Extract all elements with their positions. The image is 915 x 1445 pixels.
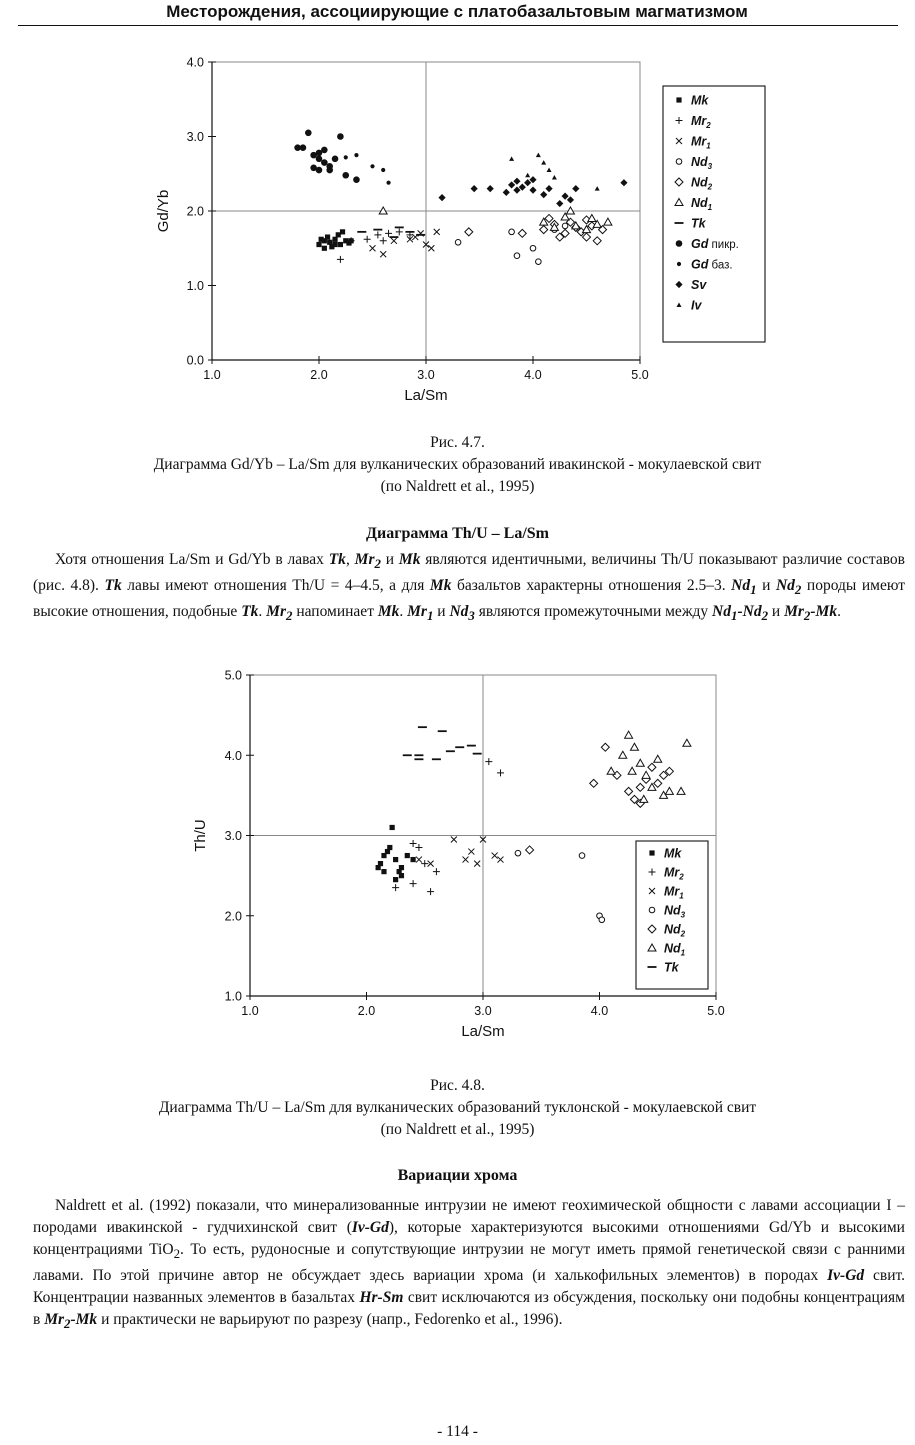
data-point <box>536 153 541 158</box>
x-tick-label: 4.0 <box>590 1004 609 1018</box>
data-point <box>325 234 330 239</box>
series-mk <box>316 229 353 251</box>
data-point <box>455 239 461 245</box>
legend-label: Sv <box>691 278 707 292</box>
y-tick-label: 1.0 <box>224 989 242 1004</box>
data-point <box>525 173 530 178</box>
header-rule <box>18 25 898 26</box>
data-point <box>625 731 633 738</box>
data-point <box>410 840 417 847</box>
data-point <box>434 229 440 235</box>
data-point <box>342 172 349 179</box>
legend-marker <box>676 240 683 247</box>
data-point <box>380 237 387 244</box>
data-point <box>540 191 547 198</box>
data-point <box>654 755 662 762</box>
x-tick-label: 5.0 <box>707 1004 725 1018</box>
data-point <box>370 245 376 251</box>
data-point <box>381 869 386 874</box>
paragraph-th-u: Хотя отношения La/Sm и Gd/Yb в лавах Tk, $Mr_2$ и Mk являются идентичными, величины Th/U показывают различие составов (рис. 4.8). Tk лавы имеют отношения Th/U = 4–4.5, а для Mk базальтов характерны отношения 2.5–3. $Nd_1$ и $Nd_2$ породы имеют высокие отношения, подобные Tk. $Mr_2$ напоминает Mk. $Mr_1$ и $Nd_3$ являются промежуточными между $Nd_1-Nd_2$ и $Mr_2-Mk$. <box>33 551 905 624</box>
y-axis-label: Gd/Yb <box>155 189 172 233</box>
data-point <box>321 159 328 166</box>
legend <box>663 86 765 342</box>
y-tick-label: 3.0 <box>224 829 242 843</box>
data-point <box>319 237 324 242</box>
data-point <box>410 880 417 887</box>
figure2-caption-source: (по Naldrett et al., 1995) <box>380 1121 535 1138</box>
data-point <box>465 228 473 236</box>
data-point <box>332 156 339 163</box>
data-point <box>545 185 552 192</box>
data-point <box>322 246 327 251</box>
x-tick-label: 2.0 <box>310 368 328 382</box>
data-point <box>451 837 457 843</box>
legend-label: $Nd_1$ <box>691 196 713 212</box>
data-point <box>536 259 542 265</box>
data-point <box>636 783 644 791</box>
data-point <box>508 181 515 188</box>
data-point <box>526 846 534 854</box>
data-point <box>405 853 410 858</box>
y-axis-label: Th/U <box>192 819 209 852</box>
data-point <box>340 229 345 234</box>
y-tick-label: 3.0 <box>186 130 204 144</box>
legend-label: $Mr_1$ <box>664 884 684 901</box>
section-title-chromium: Вариации хрома <box>397 1167 518 1184</box>
data-point <box>619 751 627 758</box>
data-point <box>567 196 574 203</box>
data-point <box>378 861 383 866</box>
legend-label: $Nd_3$ <box>691 155 713 171</box>
y-tick-label: 4.0 <box>186 55 204 70</box>
series-mr1 <box>370 229 440 257</box>
data-point <box>492 853 498 859</box>
data-point <box>316 242 321 247</box>
series-gd-пикр <box>294 129 359 183</box>
legend-label: $Nd_2$ <box>691 175 713 192</box>
legend-label: Tk <box>664 960 679 975</box>
data-point <box>625 787 633 795</box>
data-point <box>540 226 548 234</box>
data-point <box>683 739 691 746</box>
data-point <box>415 844 422 851</box>
data-point <box>572 185 579 192</box>
data-point <box>381 168 385 172</box>
x-tick-label: 5.0 <box>631 368 649 382</box>
data-point <box>607 767 615 774</box>
data-point <box>374 231 381 238</box>
y-tick-label: 5.0 <box>224 668 242 683</box>
data-point <box>428 245 434 251</box>
data-point <box>316 150 323 157</box>
data-point <box>463 857 469 863</box>
gd-yb-scatter-plot <box>150 52 790 412</box>
data-point <box>583 233 591 241</box>
legend-marker <box>676 159 682 165</box>
y-tick-label: 4.0 <box>224 748 242 763</box>
data-point <box>392 884 399 891</box>
section-title-th-u: Диаграмма Th/U – La/Sm <box>366 525 549 542</box>
figure1-caption <box>30 432 885 498</box>
data-point <box>509 156 514 161</box>
y-tick-label: 1.0 <box>186 279 204 293</box>
x-tick-label: 3.0 <box>417 368 435 382</box>
data-point <box>509 229 515 235</box>
legend-box <box>663 86 765 342</box>
data-point <box>599 917 605 923</box>
data-point <box>595 186 600 191</box>
series-mr2 <box>392 758 504 895</box>
y-tick-label: 2.0 <box>186 204 204 219</box>
legend-label: Mk <box>664 846 682 861</box>
series-gd-баз <box>344 153 391 185</box>
series-nd3 <box>515 850 604 922</box>
data-point <box>630 743 638 750</box>
data-point <box>316 156 323 163</box>
legend-label: Tk <box>691 216 706 231</box>
legend-marker <box>649 907 655 913</box>
data-point <box>337 133 344 140</box>
legend-label: Gd пикр. <box>691 237 739 251</box>
legend-label: $Mr_2$ <box>664 865 684 882</box>
data-point <box>620 179 627 186</box>
data-point <box>593 237 601 245</box>
legend-marker <box>649 850 654 855</box>
data-point <box>497 769 504 776</box>
figure1-caption-source: (по Naldrett et al., 1995) <box>380 478 535 495</box>
data-point <box>399 873 404 878</box>
data-point <box>390 825 395 830</box>
figure-th-u-chart <box>180 660 750 1060</box>
data-point <box>468 849 474 855</box>
data-point <box>515 850 521 856</box>
data-point <box>541 160 546 165</box>
data-point <box>327 240 332 245</box>
x-tick-label: 3.0 <box>474 1004 492 1018</box>
data-point <box>677 787 685 794</box>
data-point <box>396 228 403 235</box>
y-tick-label: 2.0 <box>224 909 242 924</box>
data-point <box>364 236 371 243</box>
x-tick-label: 1.0 <box>241 1004 259 1018</box>
data-point <box>393 857 398 862</box>
figure1-caption-text: Диаграмма Gd/Yb – La/Sm для вулканических образований ивакинской - мокулаевской свит <box>153 456 762 473</box>
page-number: - 114 - <box>437 1423 478 1440</box>
data-point <box>556 200 563 207</box>
data-point <box>487 185 494 192</box>
data-point <box>354 153 358 157</box>
data-point <box>416 857 422 863</box>
figure2-caption-text: Диаграмма Th/U – La/Sm для вулканических образований туклонской - мокулаевской свит <box>158 1099 757 1116</box>
data-point <box>474 861 480 867</box>
x-axis-label: La/Sm <box>404 387 448 404</box>
data-point <box>310 164 317 171</box>
series-tk <box>357 227 425 237</box>
data-point <box>485 758 492 765</box>
series-sv <box>438 176 627 207</box>
data-point <box>530 245 536 251</box>
data-point <box>421 860 428 867</box>
data-point <box>305 129 312 136</box>
legend-marker <box>677 262 681 266</box>
legend-label: $Nd_3$ <box>664 903 686 920</box>
data-point <box>562 223 568 229</box>
data-point <box>337 256 344 263</box>
data-point <box>640 795 648 802</box>
data-point <box>386 181 390 185</box>
data-point <box>497 857 503 863</box>
data-point <box>579 853 585 859</box>
data-point <box>391 238 397 244</box>
data-point <box>628 767 636 774</box>
x-tick-label: 1.0 <box>203 368 221 382</box>
legend-label: $Nd_2$ <box>664 922 686 939</box>
legend-label: Iv <box>691 298 702 313</box>
data-point <box>428 861 434 867</box>
figure-gd-yb-chart <box>150 52 790 412</box>
data-point <box>665 787 673 794</box>
paragraph-chromium: Naldrett et al. (1992) показали, что минерализованные интрузии не имеют геохимической общности с лавами ассоциации I – породами ивакинской - гудчихинской свит (Iv-Gd), которые характеризуются высокими отношениями Gd/Yb и высокими концентрациями TiO$_2$. То есть, рудоносные и сопутствующие интрузии не могут иметь прямой генетической связи с ранними лавами. По этой причине автор не обсуждает здесь вариации хрома (и халькофильных элементов) в породах Iv-Gd свит. Концентрации названных элементов в базальтах Hr-Sm свит исключаются из обсуждения, поскольку они подобны концентрациям в $Mr_2-Mk$ и практически не варьируют по разрезу (напр., Fedorenko et al., 1996). <box>33 1197 905 1332</box>
data-point <box>552 175 557 180</box>
data-point <box>332 242 337 247</box>
data-point <box>344 155 348 159</box>
data-point <box>601 743 609 751</box>
th-u-scatter-plot <box>180 660 750 1060</box>
page-header: Месторождения, ассоциирующие с платобазальтовым магматизмом <box>166 2 748 21</box>
legend-label: Mk <box>691 93 709 108</box>
data-point <box>513 178 520 185</box>
data-point <box>300 144 307 151</box>
data-point <box>332 237 337 242</box>
data-point <box>590 779 598 787</box>
figure1-caption-number: Рис. 4.7. <box>430 434 485 451</box>
data-point <box>393 877 398 882</box>
data-point <box>642 771 650 778</box>
legend-label: $Mr_1$ <box>691 134 711 151</box>
legend <box>636 841 708 989</box>
data-point <box>562 193 569 200</box>
legend-label: $Nd_1$ <box>664 941 686 958</box>
x-tick-label: 2.0 <box>357 1004 376 1018</box>
figure2-caption <box>30 1075 885 1141</box>
data-point <box>654 779 662 787</box>
series-tk <box>403 727 482 759</box>
data-point <box>636 759 644 766</box>
y-tick-label: 0.0 <box>186 353 204 368</box>
data-point <box>648 763 656 771</box>
data-point <box>518 229 526 237</box>
data-point <box>529 187 536 194</box>
legend-label: $Mr_2$ <box>691 114 711 130</box>
data-point <box>471 185 478 192</box>
series-nd2 <box>526 743 674 854</box>
data-point <box>433 868 440 875</box>
data-point <box>380 251 386 257</box>
legend-label: Gd баз. <box>691 257 733 272</box>
data-point <box>385 849 390 854</box>
data-point <box>411 857 416 862</box>
data-point <box>370 164 374 168</box>
data-point <box>338 242 343 247</box>
data-point <box>547 168 552 173</box>
data-point <box>385 230 392 237</box>
data-point <box>438 194 445 201</box>
figure2-caption-number: Рис. 4.8. <box>430 1077 485 1094</box>
data-point <box>545 214 553 222</box>
data-point <box>604 218 612 225</box>
data-point <box>427 888 434 895</box>
x-axis-label: La/Sm <box>461 1023 505 1040</box>
data-point <box>326 167 333 174</box>
data-point <box>353 176 360 183</box>
x-tick-label: 4.0 <box>524 368 542 382</box>
series-mr1 <box>416 837 504 867</box>
legend-marker <box>676 97 681 102</box>
series-mk <box>376 825 416 882</box>
data-point <box>514 253 520 259</box>
data-point <box>503 189 510 196</box>
